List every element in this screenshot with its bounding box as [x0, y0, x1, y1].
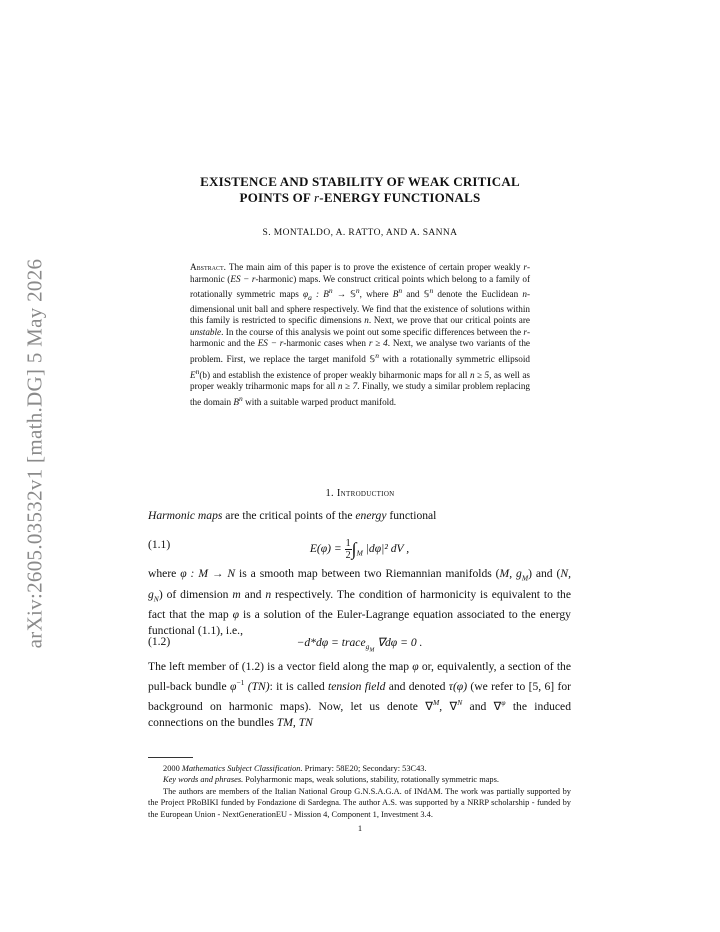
equation-label: (1.2)	[148, 635, 171, 648]
page-number: 1	[357, 823, 363, 833]
paper-title	[150, 174, 570, 206]
abstract-unstable: unstable	[190, 326, 222, 337]
paragraph-tension-field: The left member of (1.2) is a vector field along the map φ or, equivalently, a section of the pull-back bundle $\varphi^{-1}$ (TN): it is called tension field and denoted τ(φ) (we refer to [5, 6] for background on harmonic maps). Now, let us denote ∇$^M$, ∇$^N$ and ∇$^\varphi$ the induced connections on the bundles TM, TN	[148, 660, 572, 730]
footnotes	[148, 763, 571, 820]
footnote-rule	[148, 757, 193, 758]
arxiv-identifier-stamp	[20, 248, 50, 658]
author-list: S. MONTALDO, A. RATTO, AND A. SANNA	[262, 228, 458, 238]
paragraph-harmonic-maps: Harmonic maps are the critical points of the energy functional	[148, 509, 437, 522]
arxiv-stamp-text: arXiv:2605.03532v1 [math.DG] 5 May 2026	[22, 258, 47, 648]
footnote-classification: 2000 Mathematics Subject Classification. Primary: 58E20; Secondary: 53C43.	[163, 764, 427, 773]
section-heading-introduction: 1. Introduction	[325, 488, 395, 499]
abstract-label: Abstract.	[190, 262, 226, 272]
title-line-1: EXISTENCE AND STABILITY OF WEAK CRITICAL	[200, 174, 520, 189]
equation-body: E(φ) = $\frac{1}{2}$ $\int_M$ |dφ|² dV ,	[309, 538, 410, 561]
abstract: Abstract. The main aim of this paper is to prove the existence of certain proper weakly r-harmonic (ES − r-harmonic) maps. We construct critical points which belong to a family of rotationally symmetric maps $\varphi_a$ : $B^n$ → 𝕊$^n$, where $B^n$ and 𝕊$^n$ denote the Euclidean n-dimensional unit ball and sphere respectively. We find that the existence of solutions within this family is restricted to specific dimensions n. Next, we prove that our critical points are unstable. In the course of this analysis we point out some specific differences between the r-harmonic and the ES − r-harmonic cases when r ≥ 4. Next, we analyse two variants of the problem. First, we replace the target manifold 𝕊$^n$ with a rotationally symmetric ellipsoid $E^n(b)$ and establish the existence of proper weakly biharmonic maps for all n ≥ 5, as well as proper weakly triharmonic maps for all n ≥ 7. Finally, we study a similar problem replacing the domain $B^n$ with a suitable warped product manifold.	[190, 262, 531, 408]
footnote-keywords: Key words and phrases. Polyharmonic maps, weak solutions, stability, rotationally symmetric maps.	[163, 775, 499, 785]
equation-1-1	[148, 532, 571, 560]
title-line-2: POINTS OF r-ENERGY FUNCTIONALS	[239, 190, 481, 205]
equation-1-2	[148, 629, 571, 657]
footnote-funding: The authors are members of the Italian National Group G.N.S.A.G.A. of INdAM. The work was partially supported by the Project PRoBIKI funded by Fondazione di Sardegna. The author A.S. was supported by a NRRP scholarship - funded by the European Union - NextGenerationEU - Mission 4, Component 1, Investment 3.4.	[148, 786, 571, 819]
equation-label: (1.1)	[148, 538, 171, 551]
equation-body: −d*dφ = trace$_{g_M}$ ∇dφ = 0 .	[296, 636, 423, 654]
paragraph-riemannian: where φ : M → N is a smooth map between two Riemannian manifolds (M, $g_M$) and (N, $g_N$) of dimension m and n respectively. The condition of harmonicity is equivalent to the fact that the map φ is a solution of the Euler-Lagrange equation associated to the energy functional (1.1), i.e.,	[148, 567, 572, 638]
